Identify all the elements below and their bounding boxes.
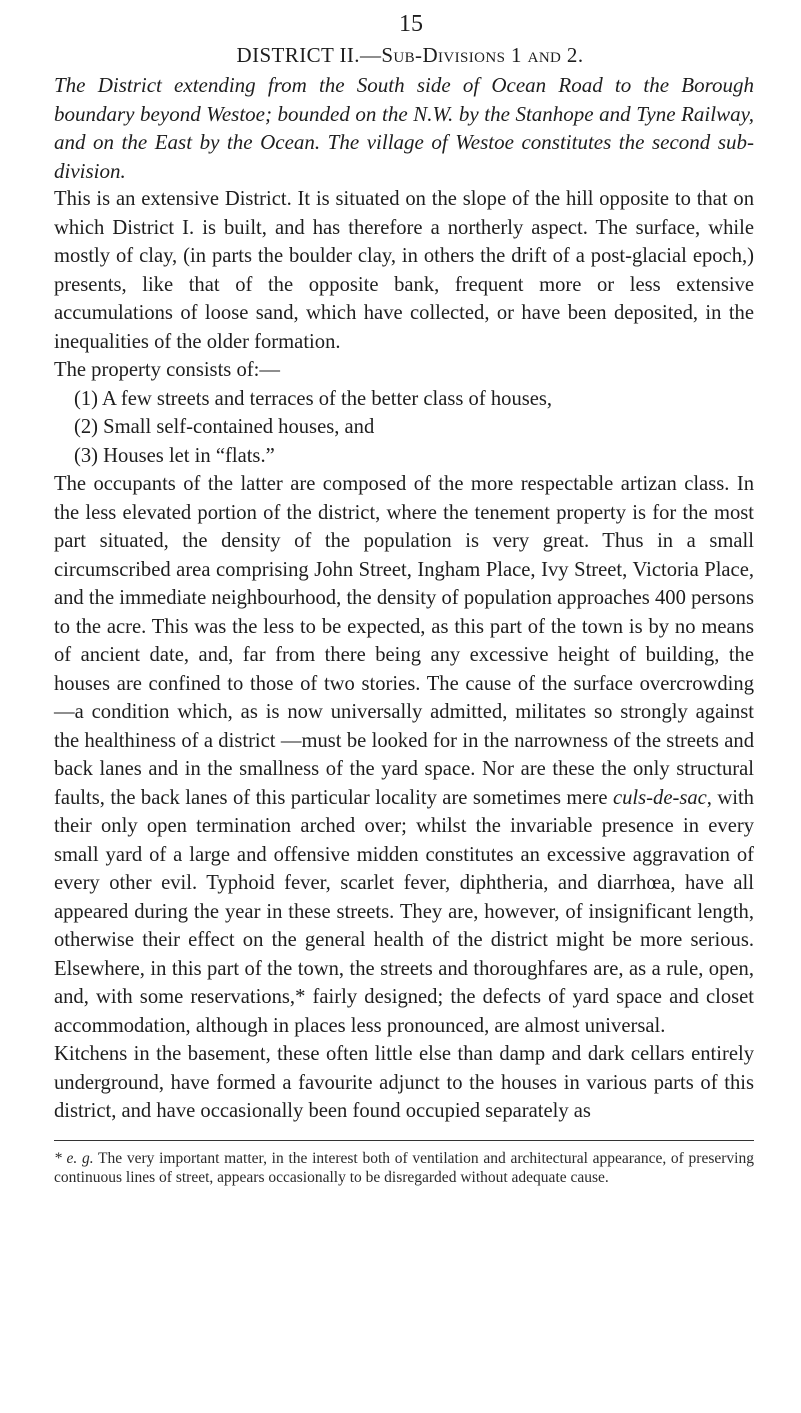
- heading-suffix: Sub-Divisions 1 and 2.: [381, 43, 584, 67]
- heading-dash: —: [359, 43, 382, 67]
- italic-term: culs-de-sac: [613, 786, 707, 809]
- paragraph-occupants-text: The occupants of the latter are composed of the more respectable artizan class. In the less elevated portion of the district, where the tenement property is for the most part situated, the density of the population is very great. Thus in a small circumscribed area comprising John Street, Ingham Place, Ivy Street, Victoria Place, and the immediate neighbourhood, the density of population approaches 400 persons to the acre. This was the less to be expected, as this part of the town is by no means of ancient date, and, far from there being any excessive height of building, the houses are confined to those of two stories. The cause of the surface overcrowding—a condition which, as is now universally admitted, militates so strongly against the healthiness of a district —must be looked for in the narrowness of the streets and back lanes and in the smallness of the yard space. Nor are these the only structural faults, the back lanes of this particular locality are sometimes mere: [54, 473, 754, 809]
- list-item: (1) A few streets and terraces of the better class of houses,: [74, 387, 553, 410]
- document-page: [54, 8, 754, 1187]
- paragraph-kitchens: Kitchens in the basement, these often little else than damp and dark cellars entirely underground, have formed a favourite adjunct to the houses in various parts of this district, and have occasionally been found occupied separately as: [54, 1043, 754, 1122]
- footnote-marker: * e. g.: [54, 1149, 94, 1167]
- list-item: (2) Small self-contained houses, and: [74, 416, 375, 438]
- paragraph-occupants-rest: , with their only open termination arched over; whilst the invariable presence in every small yard of a large and offensive midden constitutes an excessive aggravation of every other evil. Typhoid fever, scarlet fever, diphtheria, and diarrhœa, have all appeared during the year in these streets. They are, however, of insignificant length, otherwise their effect on the general health of the district might be more serious. Elsewhere, in this part of the town, the streets and thoroughfares are, as a rule, open, and, with some reservations,* fairly designed; the defects of yard space and closet accommodation, although in places less pronounced, are almost universal.: [54, 786, 754, 1037]
- list-item: (3) Houses let in “flats.”: [74, 444, 275, 467]
- paragraph-property-intro: The property consists of:—: [54, 359, 280, 381]
- footnote-divider: [54, 1140, 754, 1141]
- paragraph-occupants: [54, 470, 754, 1040]
- footnote-text: The very important matter, in the interest both of ventilation and architectural appearance, of preserving continuous lines of street, appears occasionally to be disregarded without adequate cause.: [54, 1149, 754, 1186]
- section-heading: [66, 40, 754, 70]
- district-description: The District extending from the South side of Ocean Road to the Borough boundary beyond Westoe; bounded on the N.W. by the Stanhope and Tyne Railway, and on the East by the Ocean. The village of Westoe constitutes the second sub-division.: [54, 73, 754, 183]
- paragraph-situation: This is an extensive District. It is situated on the slope of the hill opposite to that on which District I. is built, and has therefore a northerly aspect. The surface, while mostly of clay, (in parts the boulder clay, in others the drift of a post-glacial epoch,) presents, like that of the opposite bank, frequent more or less extensive accumulations of loose sand, which have collected, or have been deposited, in the inequalities of the older formation.: [54, 188, 754, 353]
- heading-prefix: DISTRICT II.: [236, 43, 360, 67]
- page-number: 15: [399, 11, 423, 37]
- footnote: [54, 1149, 754, 1187]
